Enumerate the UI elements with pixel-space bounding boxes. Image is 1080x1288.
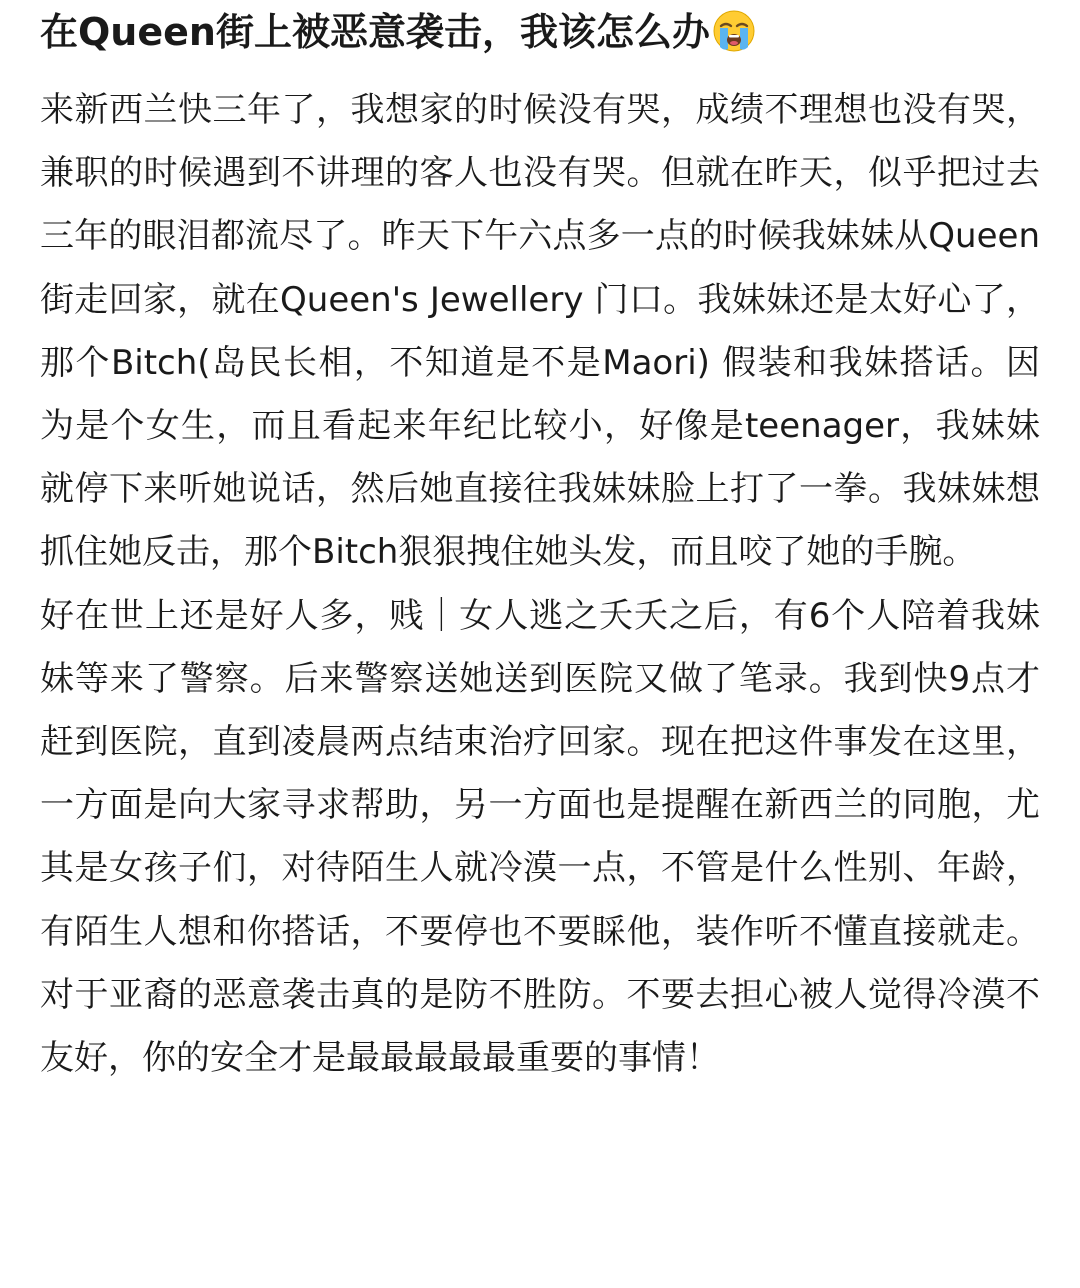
post-title — [40, 0, 1040, 56]
post — [40, 0, 1040, 1090]
post-title-text: 在Queen街上被恶意袭击，我该怎么办 — [40, 10, 710, 54]
post-paragraph-1: 来新西兰快三年了，我想家的时候没有哭，成绩不理想也没有哭，兼职的时候遇到不讲理的客人也没有哭。但就在昨天，似乎把过去三年的眼泪都流尽了。昨天下午六点多一点的时候我妹妹从Queen街走回家，就在Queen's Jewellery 门口。我妹妹还是太好心了，那个Bitch(岛民长相，不知道是不是Maori) 假装和我妹搭话。因为是个女生，而且看起来年纪比较小，好像是teenager，我妹妹就停下来听她说话，然后她直接往我妹妹脸上打了一拳。我妹妹想抓住她反击，那个Bitch狠狠拽住她头发，而且咬了她的手腕。 — [40, 90, 1040, 573]
loudly-crying-face-icon — [712, 9, 756, 53]
post-body — [40, 79, 1040, 1090]
post-paragraph-2: 好在世上还是好人多，贱｜女人逃之夭夭之后，有6个人陪着我妹妹等来了警察。后来警察送她送到医院又做了笔录。我到快9点才赶到医院，直到凌晨两点结束治疗回家。现在把这件事发在这里，一方面是向大家寻求帮助，另一方面也是提醒在新西兰的同胞，尤其是女孩子们，对待陌生人就冷漠一点，不管是什么性别、年龄，有陌生人想和你搭话，不要停也不要睬他，装作听不懂直接就走。对于亚裔的恶意袭击真的是防不胜防。不要去担心被人觉得冷漠不友好，你的安全才是最最最最最重要的事情！ — [40, 595, 1040, 1079]
